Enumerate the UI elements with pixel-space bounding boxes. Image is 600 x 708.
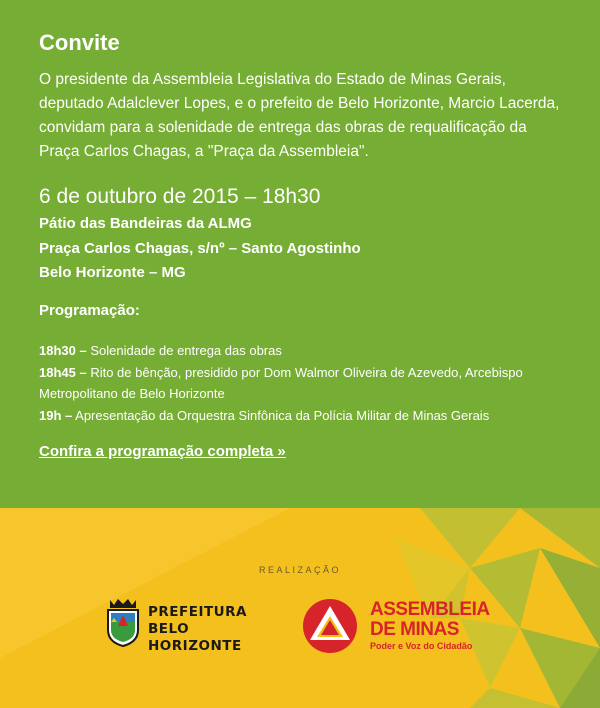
- program-text: Rito de bênção, presidido por Dom Walmor Oliveira de Azevedo, Arcebispo Metropolitano de Belo Horizonte: [39, 364, 523, 401]
- pbh-line1: PREFEITURA: [148, 604, 247, 620]
- program-heading: Programação:: [39, 302, 140, 319]
- event-venue: [39, 212, 361, 286]
- almg-tagline: Poder e Voz do Cidadão: [370, 641, 473, 651]
- full-program-link[interactable]: Confira a programação completa »: [39, 443, 286, 460]
- program-text: Solenidade de entrega das obras: [90, 343, 282, 358]
- pbh-line2: BELO HORIZONTE: [148, 621, 242, 654]
- pbh-logo: [104, 596, 274, 654]
- almg-line1: ASSEMBLEIA: [370, 599, 490, 620]
- venue-line: Belo Horizonte – MG: [39, 264, 186, 281]
- venue-line: Praça Carlos Chagas, s/nº – Santo Agostinho: [39, 239, 361, 257]
- event-date: 6 de outubro de 2015 – 18h30: [39, 185, 321, 208]
- program-item: [39, 405, 569, 427]
- almg-line2: DE MINAS: [370, 619, 459, 640]
- pbh-wordmark: [148, 604, 274, 655]
- almg-triangle-icon: [300, 598, 364, 654]
- almg-logo: [300, 598, 490, 658]
- program-text: Apresentação da Orquestra Sinfônica da Polícia Militar de Minas Gerais: [75, 407, 490, 423]
- program-item: [39, 362, 569, 405]
- realizacao-label: REALIZAÇÃO: [258, 565, 341, 575]
- program-time: 19h –: [39, 407, 73, 423]
- program-item: [39, 340, 569, 362]
- bh-coat-of-arms-icon: [104, 596, 142, 648]
- invite-title: Convite: [39, 30, 120, 55]
- almg-wordmark: [370, 600, 490, 652]
- program-list: [39, 340, 569, 426]
- program-time: 18h45 –: [39, 364, 87, 380]
- invite-intro: O presidente da Assembleia Legislativa do Estado de Minas Gerais, deputado Adalclever Lopes, e o prefeito de Belo Horizonte, Marcio Lacerda, convidam para a solenidade de entrega das obras de requalificação da Praça Carlos Chagas, a "Praça da Assembleia".: [39, 71, 560, 160]
- program-time: 18h30 –: [39, 343, 87, 358]
- venue-line: Pátio das Bandeiras da ALMG: [39, 215, 252, 232]
